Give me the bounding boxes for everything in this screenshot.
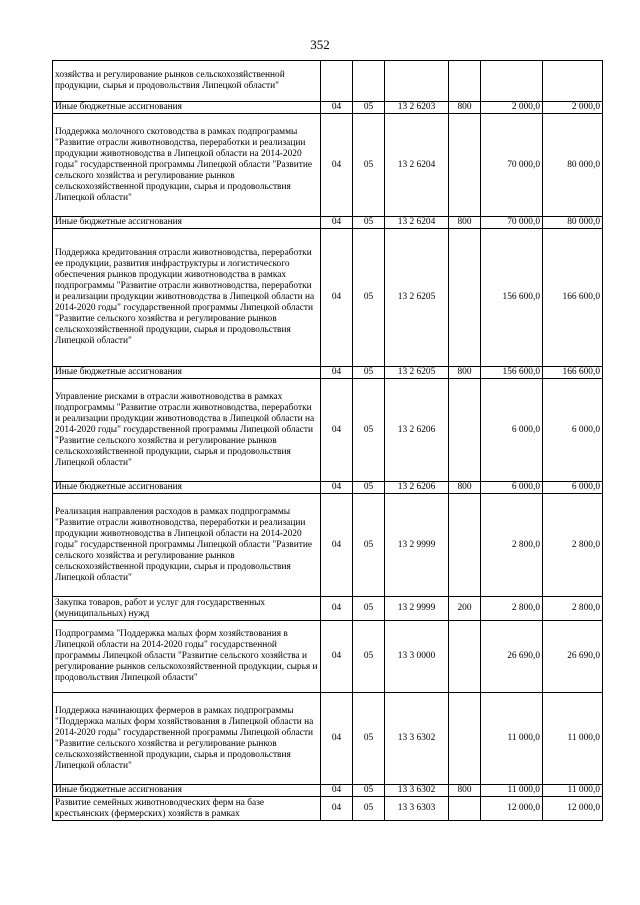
amount-year-2: 6 000,0	[543, 482, 603, 494]
amount-year-2: 80 000,0	[543, 114, 603, 217]
expense-type-code: 800	[449, 102, 481, 114]
amount-year-1: 156 600,0	[481, 367, 543, 379]
subsection-code: 05	[353, 217, 385, 229]
table-row	[53, 621, 603, 693]
subsection-code: 05	[353, 597, 385, 621]
target-article-code: 13 2 9999	[385, 494, 449, 597]
subsection-code: 05	[353, 102, 385, 114]
subsection-code: 05	[353, 114, 385, 217]
row-name: Реализация направления расходов в рамках подпрограммы "Развитие отрасли животноводства, переработки и реализации продукции животноводства в Липецкой области на 2014-2020 годы" государственной программы Липецкой области "Развитие сельского хозяйства и регулирование рынков сельскохозяйственной продукции, сырья и продовольствия Липецкой области"	[53, 494, 321, 597]
section-code: 04	[321, 482, 353, 494]
target-article-code: 13 2 6204	[385, 217, 449, 229]
amount-year-1: 70 000,0	[481, 217, 543, 229]
expense-type-code	[449, 114, 481, 217]
subsection-code: 05	[353, 229, 385, 367]
subsection-code: 05	[353, 482, 385, 494]
expense-type-code	[449, 229, 481, 367]
table-row	[53, 379, 603, 482]
row-name: Подпрограмма "Поддержка малых форм хозяйствования в Липецкой области на 2014-2020 годы" государственной программы Липецкой области "Развитие сельского хозяйства и регулирование рынков сельскохозяйственной продукции, сырья и продовольствия Липецкой области"	[53, 621, 321, 693]
amount-year-1: 70 000,0	[481, 114, 543, 217]
expense-type-code: 200	[449, 597, 481, 621]
amount-year-2: 2 800,0	[543, 494, 603, 597]
row-name: Иные бюджетные ассигнования	[53, 785, 321, 797]
amount-year-1	[481, 61, 543, 102]
amount-year-1: 6 000,0	[481, 482, 543, 494]
subsection-code: 05	[353, 797, 385, 821]
subsection-code: 05	[353, 379, 385, 482]
table-row	[53, 693, 603, 785]
amount-year-1: 2 000,0	[481, 102, 543, 114]
target-article-code: 13 2 6203	[385, 102, 449, 114]
amount-year-2: 166 600,0	[543, 229, 603, 367]
amount-year-2: 26 690,0	[543, 621, 603, 693]
section-code: 04	[321, 379, 353, 482]
amount-year-2: 80 000,0	[543, 217, 603, 229]
amount-year-2: 12 000,0	[543, 797, 603, 821]
page-number: 352	[310, 37, 330, 52]
amount-year-2: 2 000,0	[543, 102, 603, 114]
table-row	[53, 785, 603, 797]
amount-year-2: 2 800,0	[543, 597, 603, 621]
amount-year-2	[543, 61, 603, 102]
amount-year-1: 12 000,0	[481, 797, 543, 821]
subsection-code: 05	[353, 785, 385, 797]
expense-type-code: 800	[449, 217, 481, 229]
amount-year-1: 2 800,0	[481, 597, 543, 621]
amount-year-2: 11 000,0	[543, 693, 603, 785]
table-row	[53, 482, 603, 494]
expense-type-code: 800	[449, 785, 481, 797]
table-row	[53, 597, 603, 621]
section-code: 04	[321, 102, 353, 114]
target-article-code: 13 3 6302	[385, 785, 449, 797]
row-name: Закупка товаров, работ и услуг для государственных (муниципальных) нужд	[53, 597, 321, 621]
target-article-code: 13 2 6205	[385, 229, 449, 367]
section-code: 04	[321, 785, 353, 797]
expense-type-code	[449, 61, 481, 102]
amount-year-1: 26 690,0	[481, 621, 543, 693]
table-row	[53, 61, 603, 102]
section-code: 04	[321, 229, 353, 367]
amount-year-1: 6 000,0	[481, 379, 543, 482]
section-code: 04	[321, 494, 353, 597]
table-row	[53, 217, 603, 229]
row-name: Поддержка начинающих фермеров в рамках подпрограммы "Поддержка малых форм хозяйствования в Липецкой области на 2014-2020 годы" государственной программы Липецкой области "Развитие сельского хозяйства и регулирование рынков сельскохозяйственной продукции, сырья и продовольствия Липецкой области"	[53, 693, 321, 785]
row-name: Иные бюджетные ассигнования	[53, 102, 321, 114]
subsection-code: 05	[353, 494, 385, 597]
amount-year-1: 11 000,0	[481, 785, 543, 797]
target-article-code: 13 3 6302	[385, 693, 449, 785]
table-row	[53, 797, 603, 821]
row-name: Управление рисками в отрасли животноводства в рамках подпрограммы "Развитие отрасли животноводства, переработки и реализации продукции животноводства в Липецкой области на 2014-2020 годы" государственной программы Липецкой области "Развитие сельского хозяйства и регулирование рынков сельскохозяйственной продукции, сырья и продовольствия Липецкой области"	[53, 379, 321, 482]
row-name: Иные бюджетные ассигнования	[53, 217, 321, 229]
row-name: Иные бюджетные ассигнования	[53, 367, 321, 379]
subsection-code: 05	[353, 693, 385, 785]
expense-type-code: 800	[449, 482, 481, 494]
row-name: Поддержка молочного скотоводства в рамках подпрограммы "Развитие отрасли животноводства, переработки и реализации продукции животноводства в Липецкой области на 2014-2020 годы" государственной программы Липецкой области "Развитие сельского хозяйства и регулирование рынков сельскохозяйственной продукции, сырья и продовольствия Липецкой области"	[53, 114, 321, 217]
expense-type-code	[449, 693, 481, 785]
section-code: 04	[321, 621, 353, 693]
amount-year-2: 166 600,0	[543, 367, 603, 379]
target-article-code: 13 2 6204	[385, 114, 449, 217]
row-name: хозяйства и регулирование рынков сельскохозяйственной продукции, сырья и продовольствия Липецкой области"	[53, 61, 321, 102]
subsection-code: 05	[353, 367, 385, 379]
row-name: Развитие семейных животноводческих ферм на базе крестьянских (фермерских) хозяйств в рамках	[53, 797, 321, 821]
amount-year-2: 6 000,0	[543, 379, 603, 482]
section-code: 04	[321, 367, 353, 379]
expense-type-code	[449, 494, 481, 597]
expense-type-code	[449, 797, 481, 821]
amount-year-1: 11 000,0	[481, 693, 543, 785]
table-row	[53, 229, 603, 367]
target-article-code: 13 3 0000	[385, 621, 449, 693]
target-article-code: 13 2 6206	[385, 379, 449, 482]
amount-year-1: 156 600,0	[481, 229, 543, 367]
section-code	[321, 61, 353, 102]
target-article-code: 13 2 6205	[385, 367, 449, 379]
target-article-code	[385, 61, 449, 102]
amount-year-1: 2 800,0	[481, 494, 543, 597]
amount-year-2: 11 000,0	[543, 785, 603, 797]
section-code: 04	[321, 114, 353, 217]
target-article-code: 13 3 6303	[385, 797, 449, 821]
expense-type-code	[449, 379, 481, 482]
section-code: 04	[321, 597, 353, 621]
table-row	[53, 367, 603, 379]
expense-type-code: 800	[449, 367, 481, 379]
table-row	[53, 114, 603, 217]
table-row	[53, 494, 603, 597]
expense-type-code	[449, 621, 481, 693]
subsection-code: 05	[353, 621, 385, 693]
subsection-code	[353, 61, 385, 102]
section-code: 04	[321, 217, 353, 229]
row-name: Поддержка кредитования отрасли животноводства, переработки ее продукции, развития инфраструктуры и логистического обеспечения рынков продукции животноводства в рамках подпрограммы "Развитие отрасли животноводства, переработки и реализации продукции животноводства в Липецкой области на 2014-2020 годы" государственной программы Липецкой области "Развитие сельского хозяйства и регулирование рынков сельскохозяйственной продукции, сырья и продовольствия Липецкой области"	[53, 229, 321, 367]
target-article-code: 13 2 6206	[385, 482, 449, 494]
budget-table	[52, 60, 603, 821]
section-code: 04	[321, 797, 353, 821]
row-name: Иные бюджетные ассигнования	[53, 482, 321, 494]
section-code: 04	[321, 693, 353, 785]
target-article-code: 13 2 9999	[385, 597, 449, 621]
table-row	[53, 102, 603, 114]
